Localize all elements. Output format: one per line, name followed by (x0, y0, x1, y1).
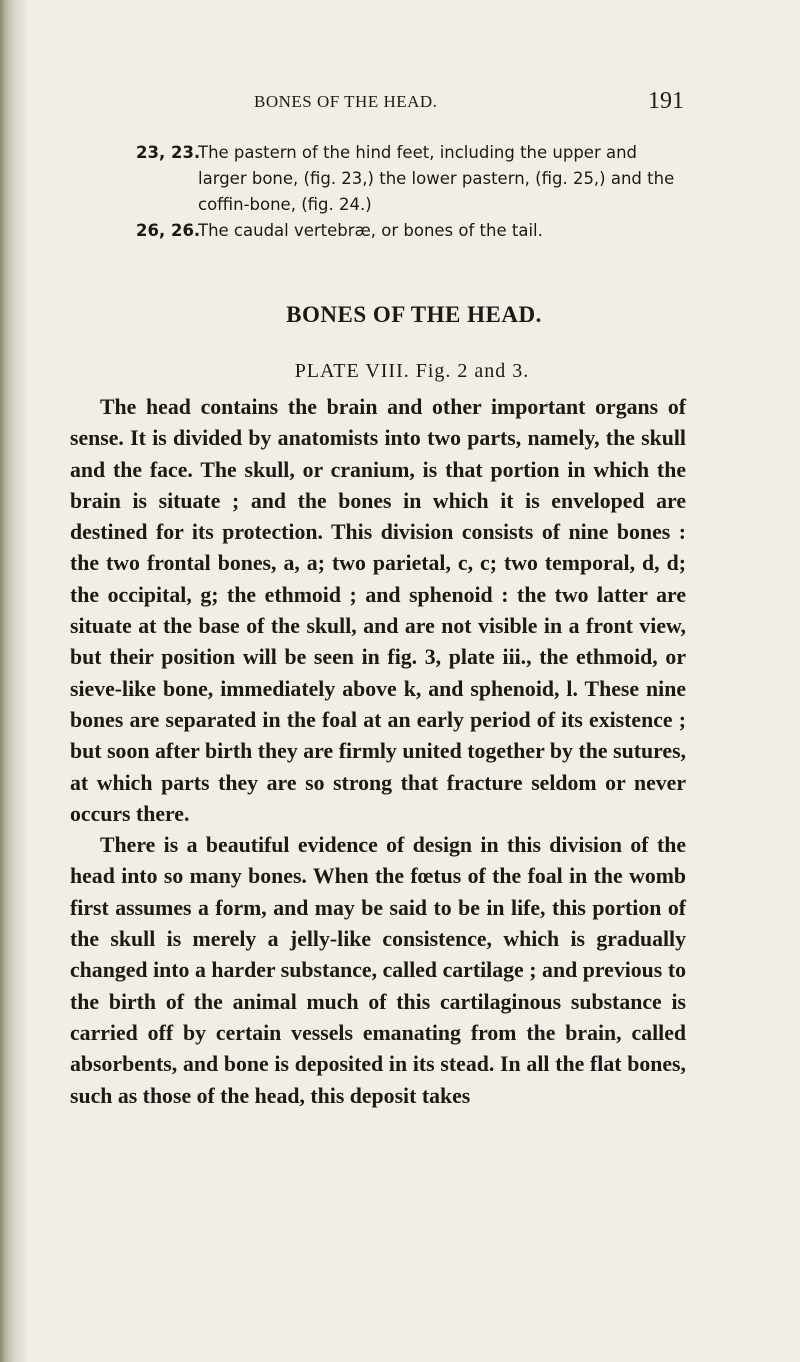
entry-text: The caudal vertebræ, or bones of the tail. (198, 221, 543, 240)
running-title: BONES OF THE HEAD. (254, 92, 438, 111)
entry-number: 23, 23. (136, 143, 201, 162)
paragraph: The head contains the brain and other important organs of sense. It is divided by anatomists into two parts, namely, the skull and the face. The skull, or cranium, is that portion in which the brain is situate ; and the bones in which it is enveloped are destined for its protection. This division consists of nine bones : the two frontal bones, a, a; two parietal, c, c; two temporal, d, d; the occipital, g; the ethmoid ; and sphenoid : the two latter are situate at the base of the skull, and are not visible in a front view, but their position will be seen in fig. 3, plate iii., the ethmoid, or sieve-like bone, immediately above k, and sphenoid, l. These nine bones are separated in the foal at an early period of its existence ; but soon after birth they are firmly united together by the sutures, at which parts they are so strong that fracture seldom or never occurs there. (70, 395, 686, 826)
body-text (70, 392, 686, 1112)
page-number: 191 (648, 88, 684, 114)
entry-number: 26, 26. (136, 221, 201, 240)
plate-reference: PLATE VIII. Fig. 2 and 3. (294, 360, 530, 382)
figure-entry (136, 218, 676, 244)
figure-entry (136, 140, 676, 218)
paragraph: There is a beautiful evidence of design in this division of the head into so many bones. When the fœtus of the foal in the womb first assumes a form, and may be said to be in life, this portion of the skull is merely a jelly-like consistence, which is gradually changed into a harder substance, called cartilage ; and previous to the birth of the animal much of this cartilaginous substance is carried off by certain vessels emanating from the brain, called absorbents, and bone is deposited in its stead. In all the flat bones, such as those of the head, this deposit takes (70, 833, 686, 1108)
entry-text: The pastern of the hind feet, including the upper and larger bone, (fig. 23,) the lower pastern, (fig. 25,) and the coffin-bone, (fig. 24.) (198, 143, 675, 214)
section-title: BONES OF THE HEAD. (286, 302, 542, 327)
figure-entries (136, 140, 676, 244)
